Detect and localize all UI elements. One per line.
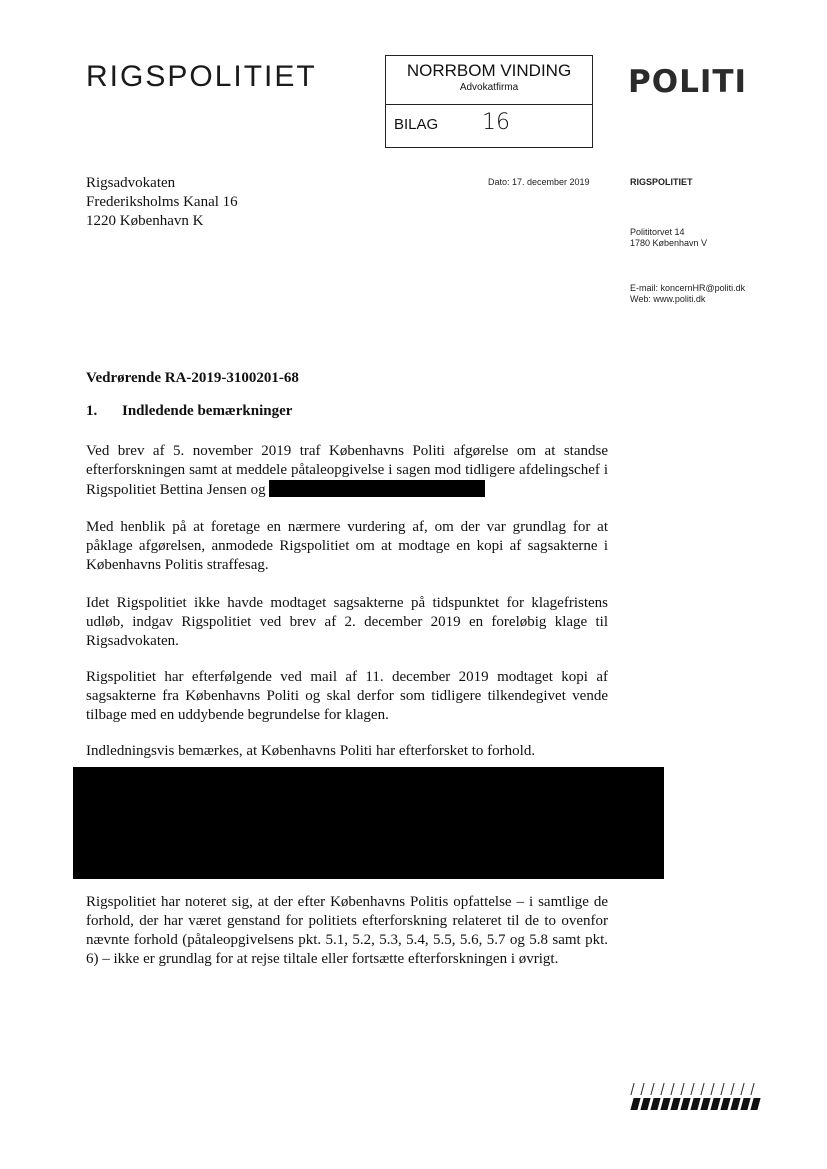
stamp-exhibit-row bbox=[386, 104, 592, 147]
stripe-mark bbox=[700, 1083, 704, 1095]
politi-logo: POLITI bbox=[628, 64, 748, 100]
stripe-mark bbox=[670, 1083, 674, 1095]
stripe-mark bbox=[750, 1083, 754, 1095]
sender-city: 1780 København V bbox=[630, 238, 708, 248]
exhibit-stamp bbox=[385, 55, 593, 148]
stripe-mark bbox=[670, 1098, 680, 1110]
stripe-mark bbox=[640, 1098, 650, 1110]
sender-street: Polititorvet 14 bbox=[630, 227, 685, 237]
paragraph-3 bbox=[86, 594, 608, 651]
sender-web: Web: www.politi.dk bbox=[630, 294, 706, 304]
sender-email: E-mail: koncernHR@politi.dk bbox=[630, 283, 746, 293]
stripe-mark bbox=[680, 1098, 690, 1110]
stamp-header bbox=[386, 56, 592, 105]
stripe-mark bbox=[650, 1098, 660, 1110]
paragraph-text: Ved brev af 5. november 2019 traf Københavns Politi afgørelse om at standse efterforskningen samt at meddele påtaleopgivelse i sagen mod tidligere afdelingschef i Rigspolitiet Bettina Jensen og bbox=[86, 443, 608, 498]
paragraph-4 bbox=[86, 668, 608, 725]
stripe-mark bbox=[650, 1083, 654, 1095]
stripe-mark bbox=[630, 1083, 634, 1095]
section-number: 1. bbox=[86, 403, 98, 419]
paragraph-text: Rigspolitiet har efterfølgende ved mail af 11. december 2019 modtaget kopi af sagsakterne fra Københavns Politi og skal derfor som tidligere tilkendegivet vende tilbage med en uddybende begrundelse for klagen. bbox=[86, 669, 608, 723]
stripe-mark bbox=[750, 1098, 760, 1110]
stamp-firm-name: NORRBOM VINDING bbox=[406, 61, 572, 80]
stamp-subtitle: Advokatfirma bbox=[459, 82, 519, 93]
stripe-mark bbox=[710, 1098, 720, 1110]
paragraph-2 bbox=[86, 518, 608, 575]
letter-date: Dato: 17. december 2019 bbox=[488, 177, 590, 187]
stripe-mark bbox=[630, 1098, 640, 1110]
paragraph-1 bbox=[86, 442, 608, 500]
stamp-exhibit-label: BILAG bbox=[394, 116, 439, 133]
section-title: Indledende bemærkninger bbox=[122, 403, 293, 419]
subject-line: Vedrørende RA-2019-3100201-68 bbox=[86, 370, 299, 386]
paragraph-6 bbox=[86, 893, 608, 969]
letterhead-brand: RIGSPOLITIET bbox=[86, 60, 317, 93]
police-stripes-icon bbox=[630, 1083, 762, 1113]
stamp-exhibit-number: 16 bbox=[482, 110, 510, 135]
redaction-block bbox=[73, 767, 664, 879]
paragraph-text: Rigspolitiet har noteret sig, at der efter Københavns Politis opfattelse – i samtlige de forhold, der har været genstand for politiets efterforskning relateret til de to ovenfor nævnte forhold (påtaleopgivelsens pkt. 5.1, 5.2, 5.3, 5.4, 5.5, 5.6, 5.7 og 5.8 samt pkt. 6) – ikke er grundlag for at rejse tiltale eller fortsætte efterforskningen i øvrigt. bbox=[86, 894, 608, 967]
stripe-mark bbox=[700, 1098, 710, 1110]
stripe-mark bbox=[660, 1083, 664, 1095]
paragraph-text: Med henblik på at foretage en nærmere vurdering af, om der var grundlag for at påklage afgørelsen, anmodede Rigspolitiet om at modtage en kopi af sagsakterne i Københavns Politis straffesag. bbox=[86, 519, 608, 573]
redaction-bar bbox=[269, 480, 485, 497]
paragraph-text: Indledningsvis bemærkes, at Københavns Politi har efterforsket to forhold. bbox=[86, 743, 536, 759]
stripe-mark bbox=[740, 1098, 750, 1110]
stripe-mark bbox=[730, 1098, 740, 1110]
stripe-mark bbox=[640, 1083, 644, 1095]
stripe-mark bbox=[680, 1083, 684, 1095]
sender-org: RIGSPOLITIET bbox=[630, 177, 693, 187]
stripe-mark bbox=[690, 1098, 700, 1110]
stripe-mark bbox=[660, 1098, 670, 1110]
recipient-line: 1220 København K bbox=[86, 213, 204, 229]
stripe-mark bbox=[710, 1083, 714, 1095]
paragraph-text: Idet Rigspolitiet ikke havde modtaget sagsakterne på tidspunktet for klagefristens udløb, indgav Rigspolitiet ved brev af 2. december 2019 en foreløbig klage til Rigsadvokaten. bbox=[86, 595, 608, 649]
paragraph-5 bbox=[86, 742, 608, 761]
recipient-line: Frederiksholms Kanal 16 bbox=[86, 194, 238, 210]
stripe-mark bbox=[730, 1083, 734, 1095]
sender-info bbox=[630, 177, 745, 305]
stripe-mark bbox=[690, 1083, 694, 1095]
recipient-line: Rigsadvokaten bbox=[86, 175, 176, 191]
stripe-mark bbox=[740, 1083, 744, 1095]
section-heading bbox=[86, 403, 292, 420]
stripe-mark bbox=[720, 1083, 724, 1095]
stripe-mark bbox=[720, 1098, 730, 1110]
recipient-address bbox=[86, 174, 238, 231]
